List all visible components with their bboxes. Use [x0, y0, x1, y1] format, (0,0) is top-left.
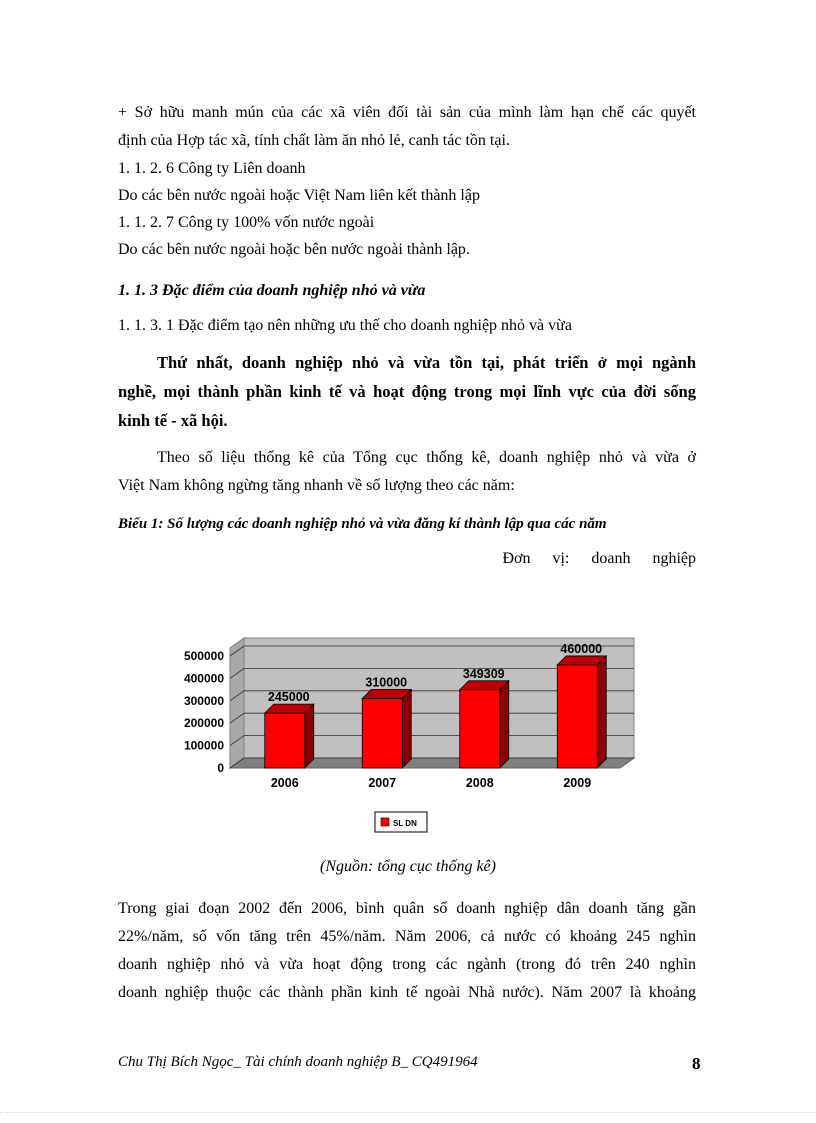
chart-caption: Biểu 1: Số lượng các doanh nghiệp nhỏ và vừa đăng kí thành lập qua các năm — [118, 516, 607, 532]
bold-paragraph-line: Thứ nhất, doanh nghiệp nhỏ và vừa tồn tại, phát triển ở mọi ngành — [157, 353, 696, 372]
bar-side — [500, 681, 509, 768]
bar-chart — [160, 630, 640, 845]
bold-paragraph-line: nghề, mọi thành phần kinh tế và hoạt động trong mọi lĩnh vực của đời sống — [118, 382, 696, 401]
data-label: 349309 — [462, 666, 505, 681]
paragraph-line: Việt Nam không ngừng tăng nhanh về số lượng theo các năm: — [118, 477, 515, 494]
paragraph-line: định của Hợp tác xã, tính chất làm ăn nhỏ lẻ, canh tác tồn tại. — [118, 132, 510, 149]
subsection-title: 1. 1. 3. 1 Đặc điểm tạo nên những ưu thế cho doanh nghiệp nhỏ và vừa — [118, 317, 572, 334]
y-tick-label: 300000 — [183, 693, 224, 708]
paragraph-line: Trong giai đoạn 2002 đến 2006, bình quân số doanh nghiệp dân doanh tăng gần — [118, 900, 696, 917]
bar-side — [305, 704, 314, 768]
bar-top — [460, 681, 509, 690]
section-heading: 1. 1. 3 Đặc điểm của doanh nghiệp nhỏ và vừa — [118, 282, 426, 299]
page-number: 8 — [692, 1054, 701, 1073]
x-tick-label: 2006 — [270, 776, 299, 790]
legend-swatch — [381, 818, 389, 826]
page-border — [0, 1112, 816, 1113]
bar-side — [597, 656, 606, 768]
y-tick-label: 400000 — [183, 671, 224, 686]
bar — [557, 665, 597, 768]
section-number-line: 1. 1. 2. 6 Công ty Liên doanh — [118, 160, 306, 177]
paragraph-line: 22%/năm, số vốn tăng trên 45%/năm. Năm 2006, cả nước có khoảng 245 nghìn — [118, 928, 696, 945]
section-number-line: 1. 1. 2. 7 Công ty 100% vốn nước ngoài — [118, 214, 375, 231]
bar-top — [265, 704, 314, 713]
bar-top — [557, 656, 606, 665]
data-label: 245000 — [267, 690, 310, 705]
footer-author: Chu Thị Bích Ngọc_ Tài chính doanh nghiệp B_ CQ491964 — [118, 1054, 478, 1070]
paragraph-line: Do các bên nước ngoài hoặc bên nước ngoài thành lập. — [118, 241, 470, 258]
y-tick-label: 100000 — [183, 738, 224, 753]
bar-top — [362, 690, 411, 699]
data-label: 460000 — [560, 641, 603, 656]
bold-paragraph-line: kinh tế - xã hội. — [118, 411, 228, 430]
x-tick-label: 2007 — [368, 776, 397, 790]
x-tick-label: 2008 — [465, 776, 494, 790]
data-label: 310000 — [365, 675, 408, 690]
paragraph-line: + Sở hữu manh mún của các xã viên đối tài sản của mình làm hạn chế các quyết — [118, 104, 696, 121]
chart-side-wall — [230, 638, 244, 768]
bar — [362, 699, 402, 768]
paragraph-line: doanh nghiệp thuộc các thành phần kinh tế ngoài Nhà nước). Năm 2007 là khoảng — [118, 984, 696, 1001]
paragraph-line: Theo số liệu thống kê của Tổng cục thống kê, doanh nghiệp nhỏ và vừa ở — [157, 449, 696, 466]
y-tick-label: 0 — [217, 761, 224, 775]
paragraph-line: Do các bên nước ngoài hoặc Việt Nam liên kết thành lập — [118, 187, 480, 204]
bar-side — [402, 690, 411, 768]
paragraph-line: doanh nghiệp nhỏ và vừa hoạt động trong các ngành (trong đó trên 240 nghìn — [118, 956, 696, 973]
legend-label: SL DN — [393, 819, 417, 828]
bar — [460, 690, 500, 768]
chart-source: (Nguồn: tổng cục thống kê) — [320, 858, 496, 875]
y-tick-label: 500000 — [183, 649, 224, 663]
unit-label: Đơn vị: doanh nghiệp — [502, 550, 696, 567]
y-tick-label: 200000 — [183, 716, 224, 731]
x-tick-label: 2009 — [563, 776, 592, 790]
bar — [265, 713, 305, 768]
